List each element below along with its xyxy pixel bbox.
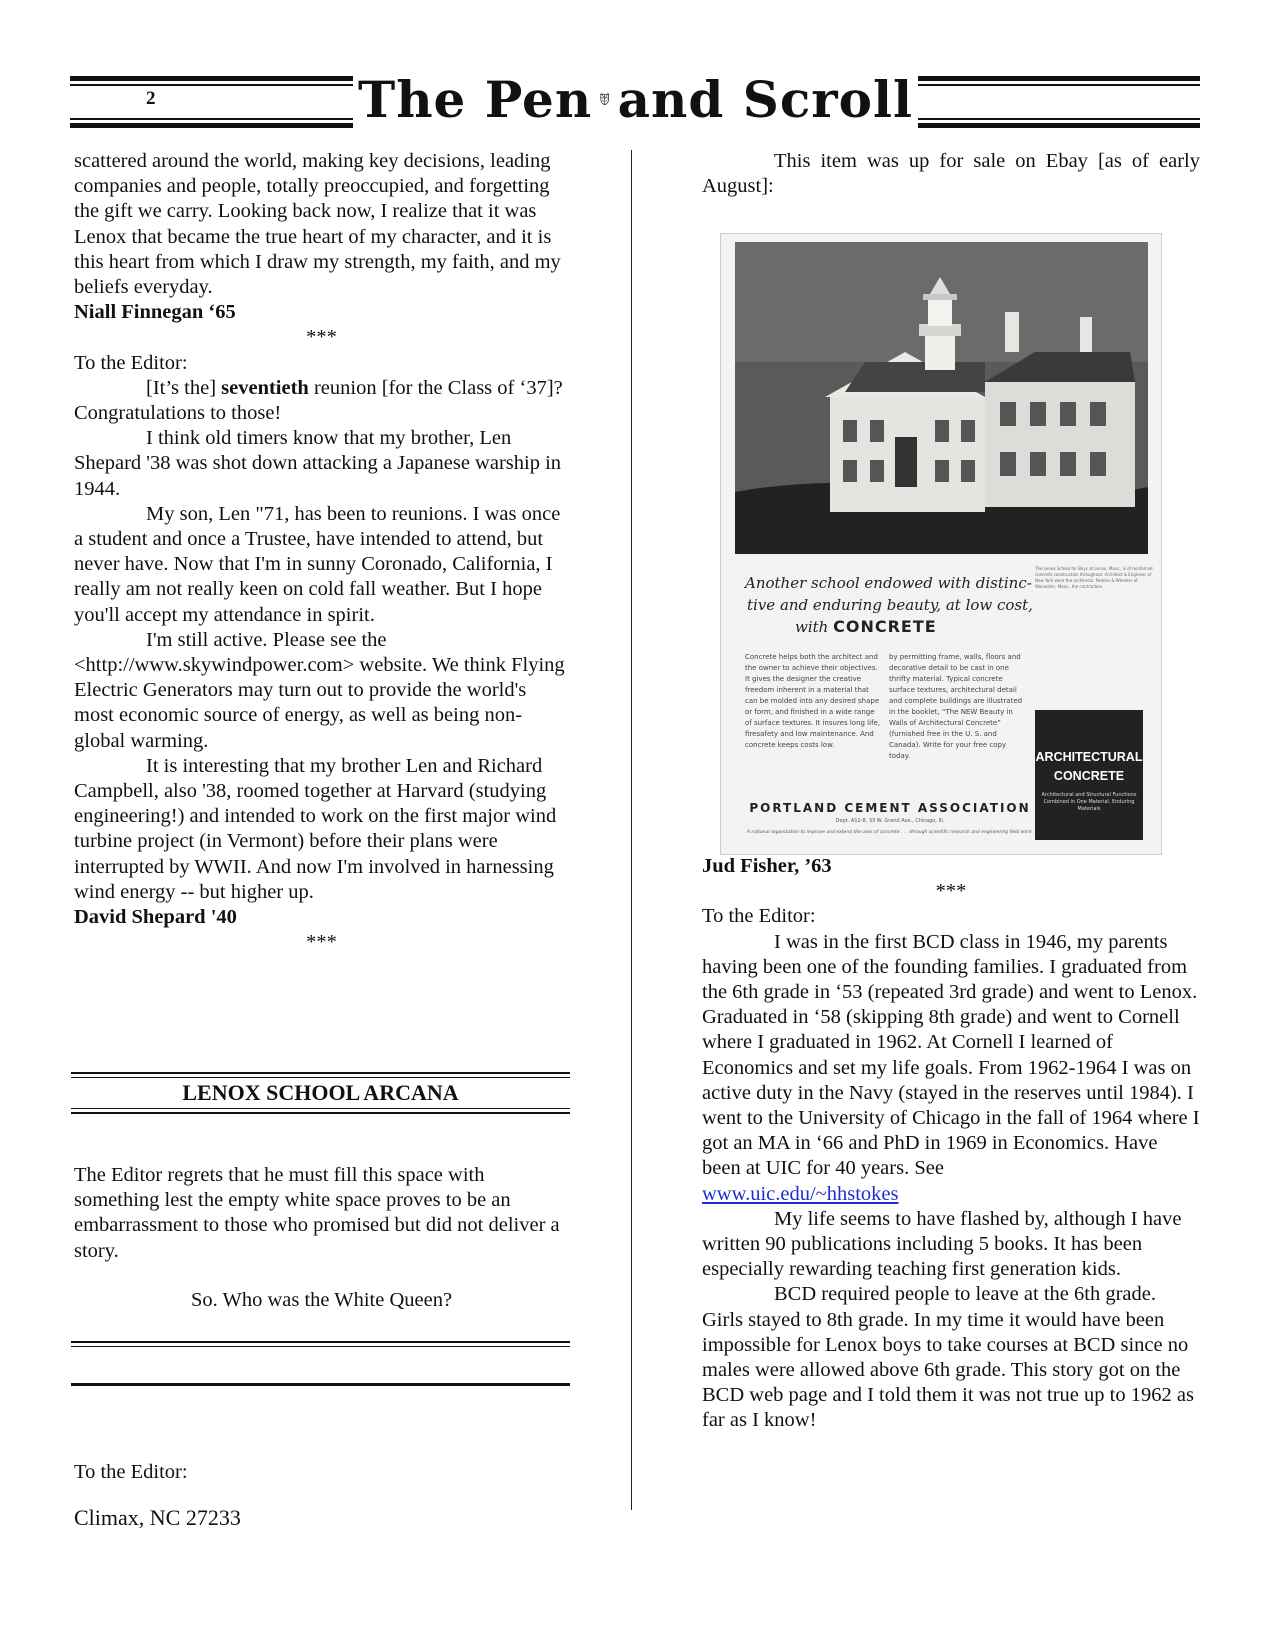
masthead	[70, 68, 1200, 138]
letter2-paragraph: It is interesting that my brother Len and Richard Campbell, also '38, roomed together at Harvard (studying engineering!) and intended to work on the first major wind turbine project (in Vermont) before their plans were interrupted by WWII. And now I'm involved in harnessing wind energy -- but higher up.	[74, 754, 557, 903]
ad-association-tagline: A national organization to improve and extend the uses of concrete . . . through scientific research and engineering field work.	[746, 830, 1034, 835]
uic-website-link[interactable]: www.uic.edu/~hhstokes	[702, 1182, 899, 1205]
ad-body-right: by permitting frame, walls, floors and decorative detail to be cast in one thrifty material. Typical concrete surface textures, architectural detail and complete buildings are illustrated in the booklet, “The NEW Beauty in Walls of Architectural Concrete” (furnished free in the U. S. and Canada). Write for your free copy today.	[889, 653, 1023, 760]
letter4-location: Climax, NC 27233	[74, 1505, 241, 1530]
arcana-rule-top	[71, 1072, 570, 1078]
arcana-question: So. Who was the White Queen?	[190, 1289, 453, 1311]
masthead-rule-right-top	[918, 76, 1200, 86]
ad-booklet: ARCHITECTURAL CONCRETE Architectural and Structural Functions Combined in One Material, Enduring Materials	[1035, 710, 1143, 840]
letter3-salutation: To the Editor:	[702, 905, 816, 928]
ad-association-name: PORTLAND CEMENT ASSOCIATION	[749, 801, 1031, 815]
ad-association-address: Dept. A12-8, 33 W. Grand Ave., Chicago, Ill.	[835, 818, 945, 824]
letter2-salutation: To the Editor:	[74, 351, 188, 374]
section-rule	[71, 1341, 570, 1347]
letter3-paragraph: My life seems to have flashed by, although I have written 90 publications including 5 books. It has been especially rewarding teaching first generation kids.	[702, 1207, 1182, 1281]
separator: ***	[306, 326, 337, 349]
right-column	[702, 149, 1200, 199]
emphasis-seventieth: seventieth	[221, 376, 309, 399]
ad-body-left: Concrete helps both the architect and the owner to achieve their objectives. It gives the designer the creative freedom inherent in a material that can be molded into any desired shape or form, and finished in a wide range of surface textures. It insures long life, firesafety and low maintenance. And concrete keeps costs low.	[745, 653, 881, 749]
letter1-signature: Niall Finnegan ‘65	[74, 301, 236, 324]
page-number: 2	[146, 88, 156, 109]
masthead-rule-right-bottom	[918, 118, 1200, 128]
letter3-paragraph: BCD required people to leave at the 6th grade. Girls stayed to 8th grade. In my time it would have been impossible for Lenox boys to take courses at BCD since no males were allowed above 6th grade. This story got on the BCD web page and I told them it was not true up to 1962 as far as I know!	[702, 1283, 1194, 1432]
newsletter-title	[358, 64, 913, 134]
arcana-heading: LENOX SCHOOL ARCANA	[182, 1080, 459, 1105]
ad-headline: Another school endowed with distinc- tive and enduring beauty, at low cost, with CONCRETE	[745, 574, 1033, 636]
ad-headline-concrete: CONCRETE	[833, 617, 937, 636]
letter2-paragraph: [It’s the] seventieth reunion [for the Class of ‘37]? Congratulations to those!	[74, 376, 563, 425]
letter2-paragraph: My son, Len "71, has been to reunions. I was once a student and once a Trustee, have intended to attend, but never have. Now that I'm in sunny Coronado, California, I really am not really keen on cold fall weather. But I hope you'll accept my attendance in spirit.	[74, 502, 561, 626]
advertisement-image	[720, 233, 1162, 855]
letter4-salutation: To the Editor:	[74, 1461, 188, 1483]
letter3-paragraph: I was in the first BCD class in 1946, my parents having been one of the founding families. I graduated from the 6th grade in ‘53 (repeated 3rd grade) and went to Lenox. Graduated in ‘58 (skipping 8th grade) and went to Cornell where I graduated in 1962. At Cornell I learned of Economics and set my life goals. From 1962-1964 I was on active duty in the Navy (stayed in the reserves until 1984). I went to the University of Chicago in the fall of 1964 where I got an MA in ‘66 and PhD in 1969 in Economics. Have been at UIC for 40 years. See	[702, 930, 1200, 1180]
column-divider	[631, 150, 632, 1510]
arcana-rule-bottom	[71, 1108, 570, 1114]
right-column-lower	[702, 854, 1200, 1434]
crest-icon	[600, 75, 609, 123]
letter2-paragraph: I think old timers know that my brother, Len Shepard '38 was shot down attacking a Japanese warship in 1944.	[74, 427, 562, 500]
letter2-paragraph: I'm still active. Please see the <http://www.skywindpower.com> website. We think Flying Electric Generators may turn out to provide the world's most economic source of energy, as well as being non-global warming.	[74, 628, 565, 752]
ebay-intro: This item was up for sale on Ebay [as of early August]:	[702, 150, 1200, 198]
ad-side-caption: The Lenox School for Boys at Lenox, Mass., is of reinforced concrete construction throughout. Architect & Engineer of New York were the architects. Perkins & Wheeler of Worcester, Mass., the contractors.	[1035, 566, 1153, 589]
left-column	[74, 149, 569, 956]
title-left: The Pen	[358, 69, 593, 129]
letter1-text: scattered around the world, making key decisions, leading companies and people, totally preoccupied, and forgetting the gift we carry. Looking back now, I realize that it was Lenox that became the true heart of my character, and it is this heart from which I draw my strength, my faith, and my beliefs everyday.	[74, 150, 561, 299]
section-rule	[71, 1380, 570, 1386]
arcana-note: The Editor regrets that he must fill this space with something lest the empty white space proves to be an embarrassment to those who promised but did not deliver a story.	[74, 1164, 560, 1262]
school-building-photo	[735, 242, 1148, 554]
title-right: and Scroll	[617, 69, 913, 129]
letter2-signature: David Shepard '40	[74, 906, 237, 929]
masthead-rule-left-top	[70, 76, 353, 86]
masthead-rule-left-bottom	[70, 118, 353, 128]
separator: ***	[306, 931, 337, 954]
ad-submitter-signature: Jud Fisher, ’63	[702, 855, 832, 877]
separator: ***	[935, 880, 967, 903]
